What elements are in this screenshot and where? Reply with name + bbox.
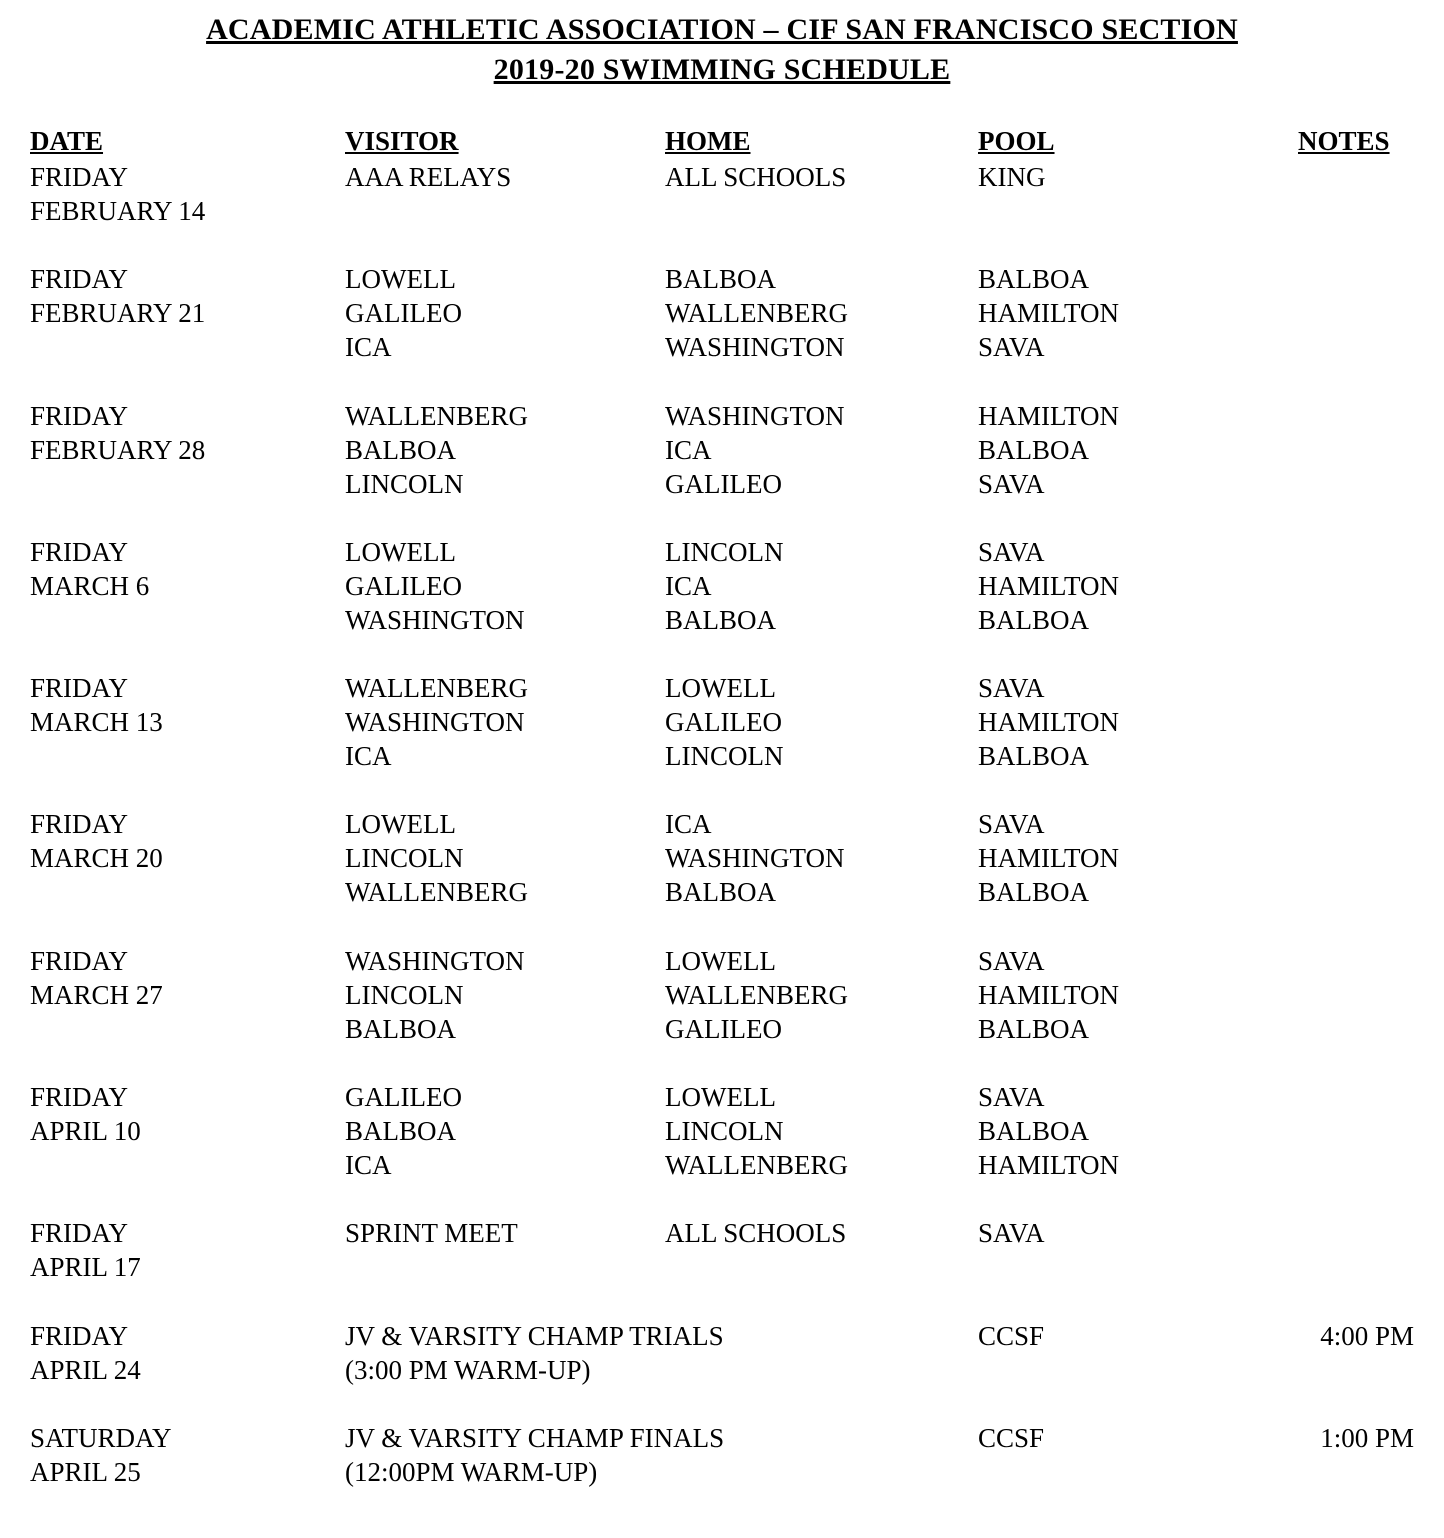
pool-entry: BALBOA [978,604,1090,635]
row-spacer-cell [30,909,345,943]
home-entry: WALLENBERG [665,979,848,1010]
schedule-date-line: FEBRUARY 28 [30,434,206,465]
row-spacer-cell [30,228,345,262]
schedule-date-line: FRIDAY [30,1320,129,1351]
schedule-date-cell [30,1421,345,1489]
visitor-cell [345,1421,978,1489]
pool-entry: HAMILTON [978,1150,1120,1181]
notes-cell [1298,262,1414,364]
schedule-date-cell [30,1319,345,1387]
visitor-entry: SPRINT MEET [345,1218,518,1249]
table-row [30,1216,1414,1284]
pool-cell [978,1421,1298,1489]
home-entry: WASHINGTON [665,400,845,431]
pool-entry: HAMILTON [978,707,1120,738]
table-row [30,535,1414,637]
row-spacer [30,637,1414,671]
schedule-date-line: FRIDAY [30,1218,129,1249]
visitor-entry: LINCOLN [345,979,464,1010]
row-spacer-cell [1298,1284,1414,1318]
schedule-date-line: FRIDAY [30,264,129,295]
notes-entry [1298,978,1414,1012]
notes-entry [1298,296,1414,330]
pool-cell [978,160,1298,228]
pool-entry: BALBOA [978,434,1090,465]
pool-entry: KING [978,162,1046,193]
visitor-cell [345,160,665,228]
schedule-date-line: APRIL 10 [30,1116,141,1147]
row-spacer-cell [30,773,345,807]
visitor-entry: BALBOA [345,434,457,465]
notes-entry [1298,875,1414,909]
row-spacer-cell [1298,364,1414,398]
schedule-date-line: FRIDAY [30,1082,129,1113]
notes-entry [1298,841,1414,875]
home-entry: GALILEO [665,1013,782,1044]
pool-entry: BALBOA [978,741,1090,772]
notes-entry [1298,807,1414,841]
pool-entry: CCSF [978,1422,1045,1453]
schedule-date-line: FRIDAY [30,945,129,976]
table-row [30,944,1414,1046]
pool-entry: HAMILTON [978,979,1120,1010]
visitor-cell [345,1319,978,1387]
row-spacer [30,909,1414,943]
pool-cell [978,807,1298,909]
row-spacer-cell [345,364,665,398]
visitor-entry: ICA [345,1150,392,1181]
row-spacer-cell [30,1387,345,1421]
pool-entry [978,1353,1298,1387]
home-entry: LINCOLN [665,536,784,567]
notes-cell [1298,399,1414,501]
row-spacer-cell [345,909,665,943]
visitor-entry: BALBOA [345,1116,457,1147]
notes-cell [1298,1319,1414,1387]
home-entry: WASHINGTON [665,843,845,874]
visitor-cell [345,262,665,364]
row-spacer-cell [978,637,1298,671]
table-row [30,262,1414,364]
row-spacer [30,501,1414,535]
table-header-row [30,124,1414,160]
schedule-date-line: FRIDAY [30,536,129,567]
table-row [30,671,1414,773]
schedule-date-cell [30,807,345,909]
table-row [30,399,1414,501]
row-spacer-cell [30,501,345,535]
notes-entry [1298,603,1414,637]
pool-entry: HAMILTON [978,400,1120,431]
row-spacer-cell [978,228,1298,262]
row-spacer-cell [1298,228,1414,262]
schedule-date-cell [30,944,345,1046]
visitor-entry: WASHINGTON [345,707,525,738]
visitor-entry: WALLENBERG [345,400,528,431]
notes-cell [1298,1421,1414,1489]
row-spacer [30,1046,1414,1080]
schedule-date-line: MARCH 6 [30,570,150,601]
notes-entry [1298,1012,1414,1046]
pool-entry: BALBOA [978,1116,1090,1147]
column-header-home: HOME [665,125,751,156]
notes-entry [1298,1080,1414,1114]
schedule-date-line: APRIL 24 [30,1354,141,1385]
column-header-pool: POOL [978,125,1055,156]
visitor-cell [345,399,665,501]
row-spacer [30,773,1414,807]
visitor-entry: GALILEO [345,1082,462,1113]
notes-entry [1298,1216,1414,1250]
notes-entry: 1:00 PM [1320,1422,1414,1453]
pool-entry: CCSF [978,1320,1045,1351]
visitor-cell [345,1080,665,1182]
visitor-entry: ICA [345,741,392,772]
home-entry: LOWELL [665,673,776,704]
home-entry: LINCOLN [665,741,784,772]
visitor-entry: JV & VARSITY CHAMP FINALS [345,1422,725,1453]
visitor-entry: LOWELL [345,536,456,567]
visitor-entry: LOWELL [345,809,456,840]
schedule-date-line: APRIL 25 [30,1456,141,1487]
schedule-date-line: MARCH 27 [30,979,163,1010]
schedule-date-cell [30,262,345,364]
notes-cell [1298,1080,1414,1182]
page-title [30,10,1414,90]
row-spacer-cell [30,1284,345,1318]
notes-entry [1298,467,1414,501]
visitor-entry: LINCOLN [345,468,464,499]
notes-entry [1298,569,1414,603]
notes-entry [1298,160,1414,194]
row-spacer [30,1182,1414,1216]
pool-entry: HAMILTON [978,298,1120,329]
row-spacer-cell [1298,1046,1414,1080]
page-title-line-2: 2019-20 SWIMMING SCHEDULE [493,52,951,86]
pool-entry: BALBOA [978,264,1090,295]
pool-entry: SAVA [978,1218,1045,1249]
row-spacer-cell [345,228,665,262]
visitor-entry: ICA [345,332,392,363]
pool-entry: SAVA [978,468,1045,499]
row-spacer-cell [30,364,345,398]
notes-cell [1298,1216,1414,1284]
pool-entry: SAVA [978,945,1045,976]
row-spacer-cell [978,364,1298,398]
home-cell [665,535,978,637]
visitor-entry: LOWELL [345,264,456,295]
pool-entry: SAVA [978,332,1045,363]
row-spacer-cell [30,637,345,671]
notes-entry [1298,944,1414,978]
schedule-date-cell [30,1216,345,1284]
visitor-cell [345,671,665,773]
row-spacer-cell [345,773,665,807]
row-spacer-cell [978,1284,1298,1318]
row-spacer-cell [665,501,978,535]
pool-entry: BALBOA [978,1013,1090,1044]
row-spacer-cell [665,637,978,671]
visitor-cell [345,944,665,1046]
home-entry: BALBOA [665,877,777,908]
row-spacer-cell [665,1182,978,1216]
home-cell [665,944,978,1046]
row-spacer-cell [1298,773,1414,807]
row-spacer-cell [665,364,978,398]
schedule-date-cell [30,535,345,637]
pool-entry: HAMILTON [978,843,1120,874]
home-entry: LOWELL [665,1082,776,1113]
visitor-cell [345,535,665,637]
home-entry: WALLENBERG [665,298,848,329]
schedule-date-line: MARCH 20 [30,843,163,874]
home-entry: WALLENBERG [665,1150,848,1181]
schedule-date-cell [30,1080,345,1182]
schedule-date-line: SATURDAY [30,1422,172,1453]
visitor-entry: WASHINGTON [345,604,525,635]
schedule-date-line: FRIDAY [30,400,129,431]
visitor-entry: (3:00 PM WARM-UP) [345,1354,591,1385]
table-row [30,807,1414,909]
row-spacer-cell [30,1182,345,1216]
visitor-entry: LINCOLN [345,843,464,874]
notes-entry [1298,1114,1414,1148]
table-row [30,160,1414,228]
pool-cell [978,262,1298,364]
pool-cell [978,399,1298,501]
schedule-date-line: APRIL 17 [30,1252,141,1283]
schedule-date-line: MARCH 13 [30,707,163,738]
visitor-entry: WALLENBERG [345,673,528,704]
notes-entry [1298,671,1414,705]
visitor-entry: JV & VARSITY CHAMP TRIALS [345,1320,724,1351]
notes-entry [1298,399,1414,433]
row-spacer-cell [978,773,1298,807]
notes-entry: 4:00 PM [1320,1320,1414,1351]
table-row [30,1421,1414,1489]
home-entry: ALL SCHOOLS [665,1218,847,1249]
visitor-entry: GALILEO [345,298,462,329]
schedule-date-line: FRIDAY [30,162,129,193]
home-cell [665,671,978,773]
visitor-entry: BALBOA [345,1013,457,1044]
home-entry: WASHINGTON [665,332,845,363]
pool-entry [978,1455,1298,1489]
home-entry: ICA [665,809,712,840]
row-spacer-cell [345,1182,665,1216]
home-cell [665,160,978,228]
pool-entry: BALBOA [978,877,1090,908]
row-spacer-cell [1298,909,1414,943]
notes-cell [1298,160,1414,228]
row-spacer-cell [1298,637,1414,671]
row-spacer-cell [978,1046,1298,1080]
notes-entry [1298,1455,1414,1489]
visitor-cell [345,1216,665,1284]
home-cell [665,262,978,364]
column-header-notes: NOTES [1298,125,1390,156]
pool-entry: SAVA [978,536,1045,567]
pool-cell [978,944,1298,1046]
row-spacer-cell [665,773,978,807]
schedule-date-cell [30,160,345,228]
home-cell [665,807,978,909]
row-spacer-cell [345,637,665,671]
table-row [30,1080,1414,1182]
row-spacer-cell [1298,501,1414,535]
row-spacer-cell [978,1182,1298,1216]
pool-cell [978,1216,1298,1284]
row-spacer-cell [978,909,1298,943]
notes-entry [1298,535,1414,569]
notes-entry [1298,1148,1414,1182]
home-cell [665,1080,978,1182]
row-spacer [30,228,1414,262]
schedule-date-line: FRIDAY [30,809,129,840]
home-entry: ICA [665,434,712,465]
row-spacer-cell [345,1046,665,1080]
notes-entry [1298,705,1414,739]
pool-cell [978,1319,1298,1387]
notes-entry [1298,262,1414,296]
pool-entry: SAVA [978,809,1045,840]
row-spacer-cell [1298,1387,1414,1421]
row-spacer-cell [665,1387,978,1421]
visitor-entry: WALLENBERG [345,877,528,908]
notes-entry [1298,1353,1414,1387]
notes-entry [1298,739,1414,773]
column-header-date: DATE [30,125,104,156]
row-spacer-cell [665,909,978,943]
notes-cell [1298,944,1414,1046]
schedule-date-line: FEBRUARY 21 [30,298,206,329]
row-spacer [30,364,1414,398]
row-spacer-cell [345,1387,665,1421]
pool-cell [978,1080,1298,1182]
home-entry: BALBOA [665,604,777,635]
row-spacer-cell [665,1046,978,1080]
row-spacer-cell [345,501,665,535]
notes-entry [1298,330,1414,364]
home-entry: LOWELL [665,945,776,976]
pool-entry: SAVA [978,673,1045,704]
home-entry: GALILEO [665,468,782,499]
home-cell [665,1216,978,1284]
column-header-visitor: VISITOR [345,125,459,156]
visitor-entry: GALILEO [345,570,462,601]
visitor-cell [345,807,665,909]
schedule-date-line: FRIDAY [30,673,129,704]
schedule-date-cell [30,671,345,773]
pool-entry: SAVA [978,1082,1045,1113]
notes-cell [1298,671,1414,773]
home-entry: LINCOLN [665,1116,784,1147]
row-spacer-cell [1298,1182,1414,1216]
table-row [30,1319,1414,1387]
home-cell [665,399,978,501]
row-spacer-cell [665,228,978,262]
visitor-entry: AAA RELAYS [345,162,512,193]
visitor-entry: WASHINGTON [345,945,525,976]
schedule-date-line: FEBRUARY 14 [30,196,206,227]
schedule-date-cell [30,399,345,501]
home-entry: ICA [665,570,712,601]
row-spacer-cell [665,1284,978,1318]
title-spacer [30,90,1414,124]
home-entry: BALBOA [665,264,777,295]
page-title-line-1: ACADEMIC ATHLETIC ASSOCIATION – CIF SAN FRANCISCO SECTION [206,13,1238,46]
table-header [30,124,1414,160]
home-entry: GALILEO [665,707,782,738]
notes-cell [1298,807,1414,909]
row-spacer-cell [30,1046,345,1080]
row-spacer-cell [978,1387,1298,1421]
row-spacer-cell [345,1284,665,1318]
row-spacer-cell [978,501,1298,535]
row-spacer [30,1284,1414,1318]
row-spacer [30,1387,1414,1421]
notes-entry [1298,433,1414,467]
visitor-entry: (12:00PM WARM-UP) [345,1456,598,1487]
table-body [30,160,1414,1489]
pool-cell [978,671,1298,773]
home-entry: ALL SCHOOLS [665,162,847,193]
notes-cell [1298,535,1414,637]
swimming-schedule-table [30,124,1414,1489]
pool-entry: HAMILTON [978,570,1120,601]
pool-cell [978,535,1298,637]
